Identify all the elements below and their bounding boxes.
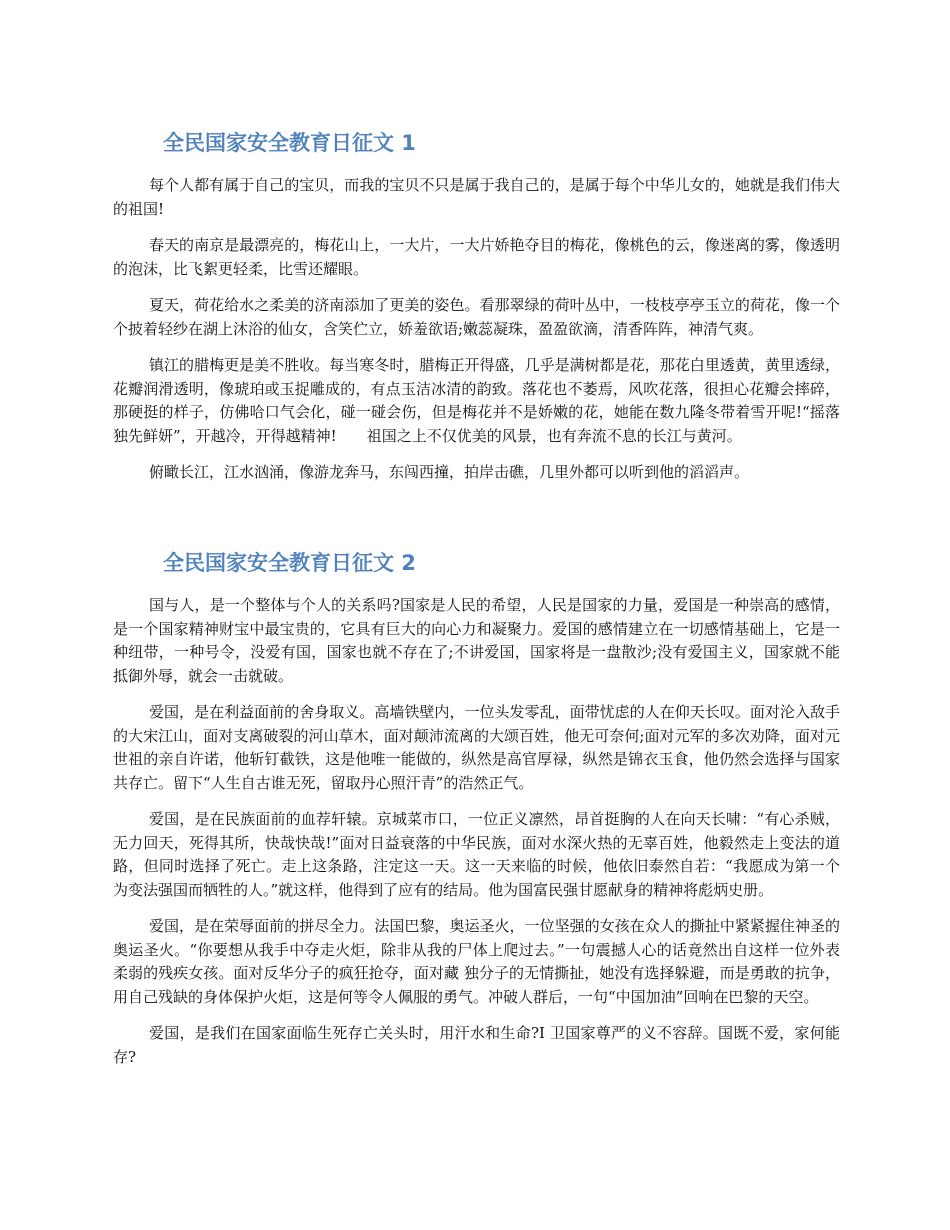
paragraph: 爱国，是在民族面前的血荐轩辕。京城菜市口，一位正义凛然，昂首挺胸的人在向天长啸：“有心杀贼，无力回天，死得其所，快哉快哉!”面对日益衰落的中华民族，面对水深火热的无辜百姓，他毅然走上变法的道路，但同时选择了死亡。走上这条路，注定这一天。这一天来临的时候，他依旧泰然自若：“我愿成为第一个为变法强国而牺牲的人。”就这样，他得到了应有的结局。他为国富民强甘愿献身的精神将彪炳史册。 xyxy=(113,810,840,899)
paragraph: 每个人都有属于自己的宝贝，而我的宝贝不只是属于我自己的，是属于每个中华儿女的，她就是我们伟大的祖国! xyxy=(113,176,840,218)
paragraph: 夏天，荷花给水之柔美的济南添加了更美的姿色。看那翠绿的荷叶丛中，一枝枝亭亭玉立的荷花，像一个个披着轻纱在湖上沐浴的仙女，含笑伫立，娇羞欲语;嫩蕊凝珠，盈盈欲滴，清香阵阵，神清气爽。 xyxy=(113,296,840,338)
paragraph: 爱国，是在荣辱面前的拼尽全力。法国巴黎，奥运圣火，一位坚强的女孩在众人的撕扯中紧紧握住神圣的奥运圣火。“你要想从我手中夺走火炬，除非从我的尸体上爬过去。”一句震撼人心的话竟然出自这样一位外表柔弱的残疾女孩。面对反华分子的疯狂抢夺，面对藏 独分子的无情撕扯，她没有选择躲避，而是勇敢的抗争，用自己残缺的身体保护火炬，这是何等令人佩服的勇气。冲破人群后，一句“中国加油”回响在巴黎的天空。 xyxy=(113,917,840,1006)
paragraph: 俯瞰长江，江水汹涌，像游龙奔马，东闯西撞，拍岸击礁，几里外都可以听到他的滔滔声。 xyxy=(149,463,750,481)
section-title: 全民国家安全教育日征文 1 xyxy=(163,131,416,155)
paragraph: 爱国，是我们在国家面临生死存亡关头时，用汗水和生命?I 卫国家尊严的义不容辞。国既不爱，家何能存? xyxy=(113,1024,840,1066)
essay-section-2 xyxy=(113,546,840,1082)
paragraph: 爱国，是在利益面前的舍身取义。高墙铁壁内，一位头发零乱，面带忧虑的人在仰天长叹。面对沦入敌手的大宋江山，面对支离破裂的河山草木，面对颠沛流离的大颂百姓，他无可奈何;面对元军的多次劝降，面对元世祖的亲自许诺，他斩钉截铁，这是他唯一能做的，纵然是高官厚禄，纵然是锦衣玉食，他仍然会选择与国家共存亡。留下“人生自古谁无死，留取丹心照汗青”的浩然正气。 xyxy=(113,703,840,792)
essay-section-1 xyxy=(113,126,840,498)
paragraph: 镇江的腊梅更是美不胜收。每当寒冬时，腊梅正开得盛，几乎是满树都是花，那花白里透黄，黄里透绿，花瓣润滑透明，像琥珀或玉捉雕成的，有点玉洁冰清的韵致。落花也不萎焉，风吹花落，很担心花瓣会摔碎，那硬挺的样子，仿佛哈口气会化，碰一碰会伤，但是梅花并不是娇嫩的花，她能在数九隆冬带着雪开呢!“摇落独先鲜妍”，开越冷，开得越精神! 祖国之上不仅优美的风景，也有奔流不息的长江与黄河。 xyxy=(113,356,840,445)
section-title: 全民国家安全教育日征文 2 xyxy=(163,551,416,575)
paragraph: 国与人，是一个整体与个人的关系吗?国家是人民的希望，人民是国家的力量，爱国是一种崇高的感情，是一个国家精神财宝中最宝贵的，它具有巨大的向心力和凝聚力。爱国的感情建立在一切感情基础上，它是一种纽带，一种号令，没爱有国，国家也就不存在了;不讲爱国，国家将是一盘散沙;没有爱国主义，国家就不能抵御外辱，就会一击就破。 xyxy=(113,596,840,685)
paragraph: 春天的南京是最漂亮的，梅花山上，一大片，一大片娇艳夺目的梅花，像桃色的云，像迷离的雾，像透明的泡沫，比飞絮更轻柔，比雪还耀眼。 xyxy=(113,236,840,278)
